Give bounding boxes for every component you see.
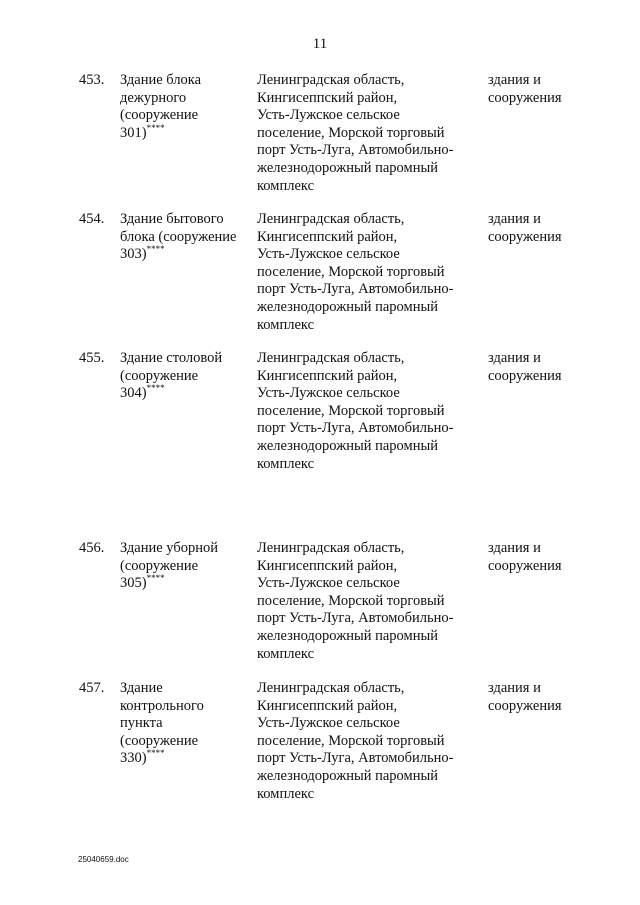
address-line: Ленинградская область,: [257, 211, 405, 227]
address-line: комплекс: [257, 645, 315, 662]
name-line-text: 305): [120, 575, 147, 592]
address-line: комплекс: [257, 316, 315, 333]
address-line: Кингисеппский район,: [257, 697, 398, 714]
name-line-text: 303): [120, 246, 147, 263]
footer-filename: 25040659.doc: [78, 855, 129, 864]
address-line: железнодорожный паромный: [257, 437, 438, 454]
address-line: Кингисеппский район,: [257, 89, 398, 106]
name-line-text: 304): [120, 385, 147, 402]
address-line: Усть-Лужское сельское: [257, 246, 400, 263]
address-line: железнодорожный паромный: [257, 767, 438, 784]
address-line: порт Усть-Луга, Автомобильно-: [257, 420, 454, 437]
object-address: [257, 350, 471, 473]
address-line: Ленинградская область,: [257, 540, 405, 556]
name-line-last: [120, 122, 248, 144]
address-line: Ленинградская область,: [257, 350, 405, 366]
address-line: железнодорожный паромный: [257, 627, 438, 644]
entry-number: 455.: [79, 350, 105, 366]
name-line: дежурного: [120, 89, 187, 106]
object-name: [120, 72, 248, 143]
name-line-last: [120, 575, 248, 594]
category-line: сооружения: [488, 697, 562, 714]
category-line: сооружения: [488, 228, 562, 245]
address-line: комплекс: [257, 785, 315, 802]
object-name: [120, 540, 248, 594]
address-line: порт Усть-Луга, Автомобильно-: [257, 142, 454, 159]
address-line: Кингисеппский район,: [257, 228, 398, 245]
object-category: [488, 540, 588, 575]
category-line: здания и: [488, 350, 541, 366]
footnote-mark: ****: [146, 748, 165, 759]
name-line-text: 330): [120, 750, 147, 767]
object-address: [257, 540, 471, 663]
address-line: Усть-Лужское сельское: [257, 385, 400, 402]
address-line: поселение, Морской торговый: [257, 402, 445, 419]
address-line: комплекс: [257, 177, 315, 194]
entry-number: 454.: [79, 211, 105, 227]
name-line-text: 301): [120, 124, 147, 141]
object-name: [120, 211, 248, 265]
address-line: порт Усть-Луга, Автомобильно-: [257, 281, 454, 298]
category-line: сооружения: [488, 367, 562, 384]
name-line: (сооружение: [120, 107, 199, 124]
address-line: Усть-Лужское сельское: [257, 575, 400, 592]
name-line: Здание бытового: [120, 211, 224, 227]
name-line: (сооружение: [120, 557, 199, 574]
entry-number: 457.: [79, 680, 105, 696]
category-line: здания и: [488, 211, 541, 227]
address-line: комплекс: [257, 455, 315, 472]
name-line: блока (сооружение: [120, 228, 237, 245]
entry-number: 456.: [79, 540, 105, 556]
name-line: (сооружение: [120, 732, 199, 749]
entry-number: 453.: [79, 72, 105, 88]
address-line: Усть-Лужское сельское: [257, 107, 400, 124]
address-line: Кингисеппский район,: [257, 557, 398, 574]
name-line: контрольного: [120, 697, 204, 714]
address-line: поселение, Морской торговый: [257, 263, 445, 280]
object-category: [488, 680, 588, 715]
category-line: здания и: [488, 680, 541, 696]
address-line: поселение, Морской торговый: [257, 732, 445, 749]
address-line: железнодорожный паромный: [257, 159, 438, 176]
category-line: сооружения: [488, 89, 562, 106]
name-line: (сооружение: [120, 367, 199, 384]
name-line-last: [120, 246, 248, 265]
category-line: сооружения: [488, 557, 562, 574]
object-category: [488, 350, 588, 385]
name-line: Здание блока: [120, 72, 202, 88]
footnote-mark: ****: [146, 573, 165, 584]
name-line-last: [120, 385, 248, 404]
address-line: поселение, Морской торговый: [257, 124, 445, 141]
name-line: Здание уборной: [120, 540, 219, 556]
object-address: [257, 211, 471, 334]
address-line: порт Усть-Луга, Автомобильно-: [257, 610, 454, 627]
name-line: пункта: [120, 715, 163, 732]
object-category: [488, 211, 588, 246]
footnote-mark: ****: [146, 383, 165, 394]
footnote-mark: ****: [146, 122, 165, 133]
address-line: поселение, Морской торговый: [257, 592, 445, 609]
object-address: [257, 72, 471, 195]
object-name: [120, 350, 248, 404]
name-line: Здание столовой: [120, 350, 223, 366]
name-line-last: [120, 750, 248, 769]
object-name: [120, 680, 248, 769]
name-line: Здание: [120, 680, 163, 696]
address-line: Ленинградская область,: [257, 680, 405, 696]
address-line: Ленинградская область,: [257, 72, 405, 88]
object-address: [257, 680, 471, 803]
address-line: железнодорожный паромный: [257, 298, 438, 315]
page-number: 11: [312, 36, 328, 52]
address-line: Усть-Лужское сельское: [257, 715, 400, 732]
object-category: [488, 72, 588, 107]
footnote-mark: ****: [146, 244, 165, 255]
address-line: порт Усть-Луга, Автомобильно-: [257, 750, 454, 767]
category-line: здания и: [488, 540, 541, 556]
address-line: Кингисеппский район,: [257, 367, 398, 384]
category-line: здания и: [488, 72, 541, 88]
